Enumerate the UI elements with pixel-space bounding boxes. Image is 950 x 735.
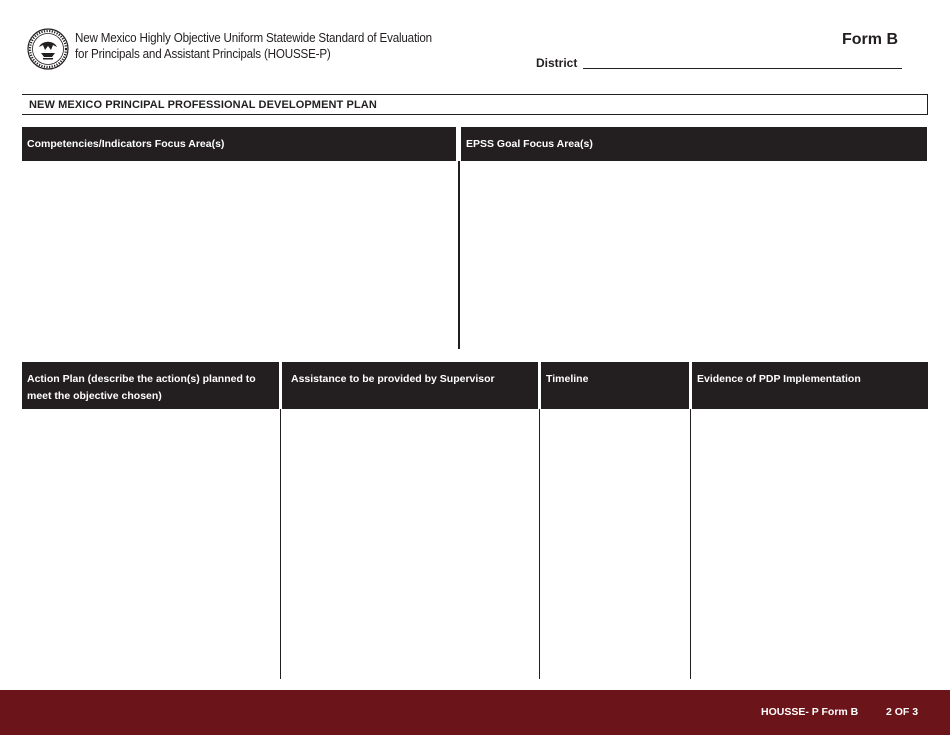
competencies-header: Competencies/Indicators Focus Area(s) xyxy=(22,127,456,161)
evidence-header: Evidence of PDP Implementation xyxy=(692,362,928,409)
header-title-line-2: for Principals and Assistant Principals (HOUSSE-P) xyxy=(75,47,331,61)
state-seal-icon xyxy=(27,28,69,70)
competencies-field[interactable] xyxy=(22,161,458,349)
district-label: District xyxy=(536,56,578,70)
focus-divider xyxy=(458,161,460,349)
epss-goal-field[interactable] xyxy=(461,161,927,349)
action-plan-field[interactable] xyxy=(22,409,280,679)
evidence-field[interactable] xyxy=(691,409,928,679)
timeline-field[interactable] xyxy=(540,409,690,679)
plan-title: NEW MEXICO PRINCIPAL PROFESSIONAL DEVELOPMENT PLAN xyxy=(29,99,377,111)
action-plan-header: Action Plan (describe the action(s) planned to meet the objective chosen) xyxy=(22,362,279,409)
district-field[interactable] xyxy=(583,68,902,69)
supervisor-assistance-header: Assistance to be provided by Supervisor xyxy=(282,362,538,409)
epss-goal-header: EPSS Goal Focus Area(s) xyxy=(461,127,927,161)
header-title-line-1: New Mexico Highly Objective Uniform Statewide Standard of Evaluation xyxy=(75,31,432,45)
supervisor-assistance-field[interactable] xyxy=(281,409,539,679)
form-label: Form B xyxy=(842,31,898,48)
timeline-header: Timeline xyxy=(541,362,689,409)
footer-form-name: HOUSSE- P Form B xyxy=(761,706,859,718)
footer-page-number: 2 OF 3 xyxy=(886,706,919,718)
